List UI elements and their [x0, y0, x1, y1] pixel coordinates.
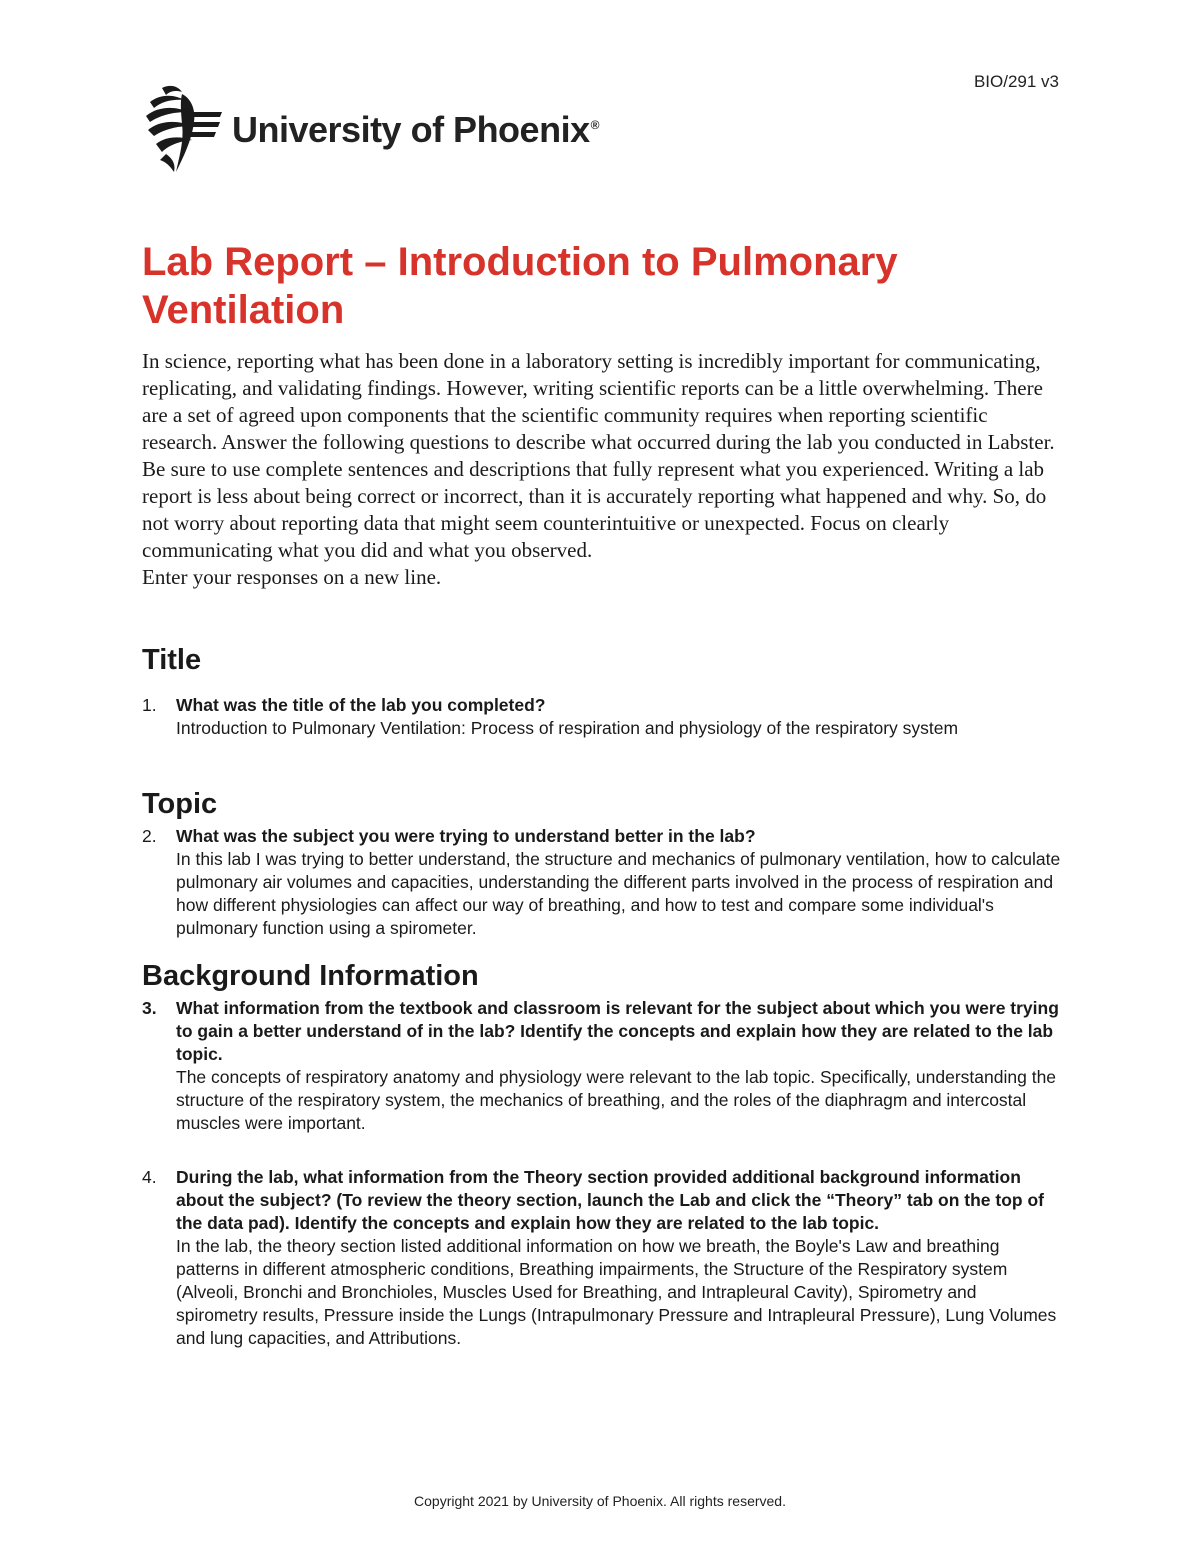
section-heading-title: Title [142, 644, 202, 676]
question-1 [142, 694, 1062, 740]
question-number: 2. [142, 826, 157, 846]
document-title: Lab Report – Introduction to Pulmonary Ventilation [142, 240, 898, 332]
section-heading-background: Background Information [142, 960, 479, 992]
copyright-footer: Copyright 2021 by University of Phoenix. All rights reserved. [414, 1493, 786, 1509]
question-number: 4. [142, 1167, 157, 1187]
question-3 [142, 997, 1062, 1135]
intro-paragraph [142, 348, 1062, 591]
answer-text: In the lab, the theory section listed additional information on how we breath, the Boyle's Law and breathing patterns in different atmospheric conditions, Breathing impairments, the Structure of the Respiratory system (Alveoli, Bronchi and Bronchioles, Muscles Used for Breathing, and Intrapleural Cavity), Spirometry and spirometry results, Pressure inside the Lungs (Intrapulmonary Pressure and Intrapleural Pressure), Lung Volumes and lung capacities, and Attributions. [176, 1236, 1057, 1348]
course-code: BIO/291 v3 [973, 72, 1059, 91]
question-text: During the lab, what information from the Theory section provided additional background information about the subject? (To review the theory section, launch the Lab and click the “Theory” tab on the top of the data pad). Identify the concepts and explain how they are related to the lab topic. [176, 1167, 1044, 1233]
answer-text: Introduction to Pulmonary Ventilation: Process of respiration and physiology of the respiratory system [176, 718, 959, 738]
university-logo [142, 82, 599, 174]
question-text: What was the subject you were trying to understand better in the lab? [176, 826, 756, 846]
section-heading-topic: Topic [142, 788, 218, 820]
logo-wordmark: University of Phoenix® [232, 109, 599, 150]
question-2 [142, 825, 1062, 940]
intro-text: In science, reporting what has been done in a laboratory setting is incredibly important for communicating, replicating, and validating findings. However, writing scientific reports can be a little overwhelming. There are a set of agreed upon components that the scientific community requires when reporting scientific research. Answer the following questions to describe what occurred during the lab you conducted in Labster. Be sure to use complete sentences and descriptions that fully represent what you experienced. Writing a lab report is less about being correct or incorrect, than it is accurately reporting what happened and why. So, do not worry about reporting data that might seem counterintuitive or unexpected. Focus on clearly communicating what you did and what you observed. [142, 349, 1055, 562]
question-4 [142, 1166, 1062, 1350]
question-number: 1. [142, 695, 157, 715]
intro-instruction: Enter your responses on a new line. [142, 565, 442, 589]
question-number: 3. [142, 998, 157, 1018]
answer-text: In this lab I was trying to better understand, the structure and mechanics of pulmonary ventilation, how to calculate pulmonary air volumes and capacities, understanding the different parts involved in the process of respiration and how different physiologies can affect our way of breathing, and how to test and compare some individual's pulmonary function using a spirometer. [176, 849, 1061, 938]
question-text: What information from the textbook and classroom is relevant for the subject about which you were trying to gain a better understand of in the lab? Identify the concepts and explain how they are related to the lab topic. [176, 998, 1059, 1064]
answer-text: The concepts of respiratory anatomy and physiology were relevant to the lab topic. Specifically, understanding the structure of the respiratory system, the mechanics of breathing, and the roles of the diaphragm and intercostal muscles were important. [176, 1067, 1057, 1133]
question-text: What was the title of the lab you completed? [176, 695, 546, 715]
phoenix-bird-icon [142, 82, 224, 174]
